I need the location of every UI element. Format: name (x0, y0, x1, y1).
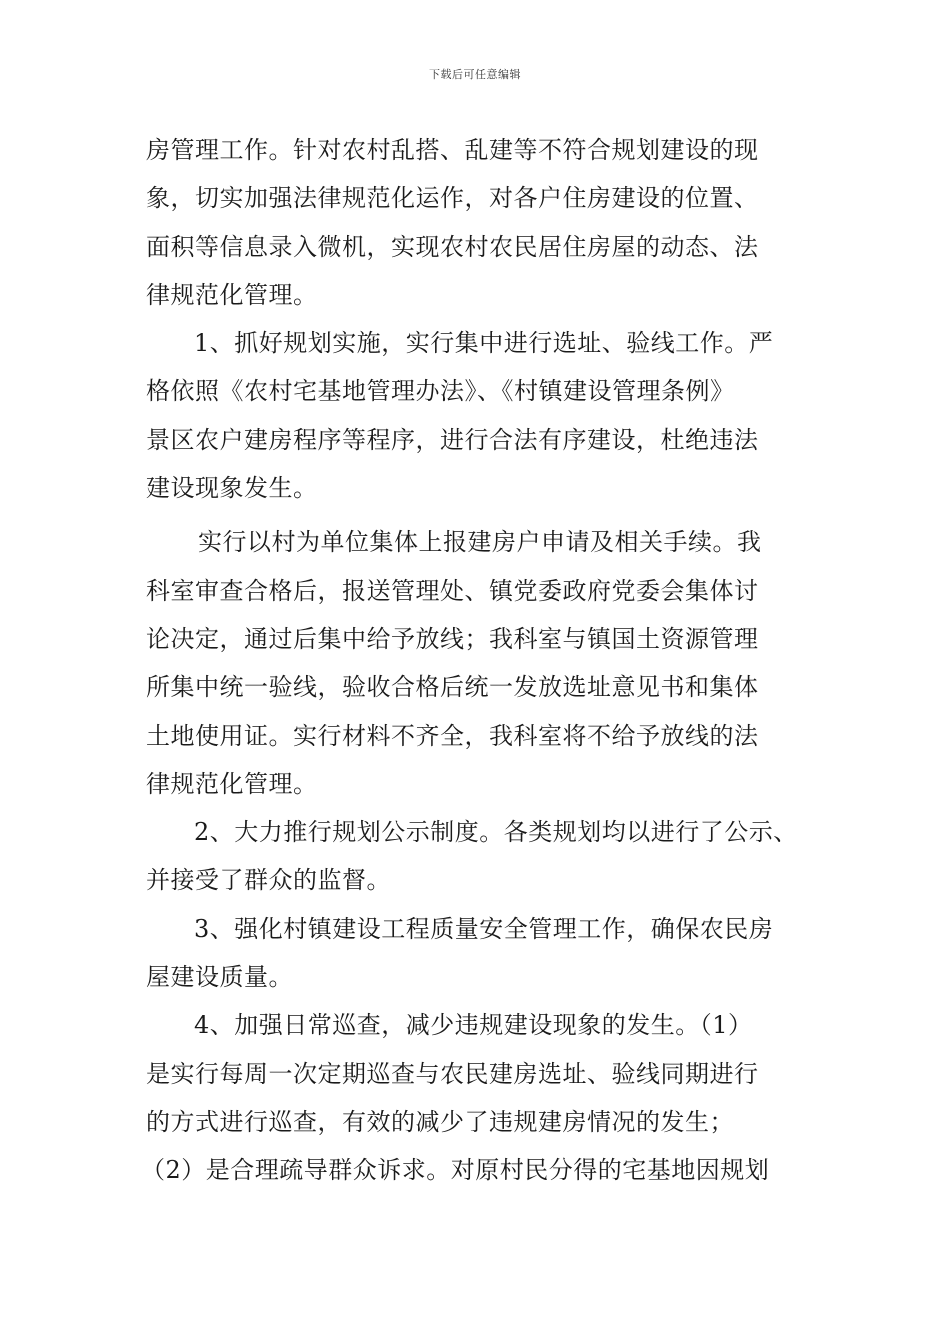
text-line: 建设现象发生。 (146, 474, 318, 503)
text-line: 格依照《农村宅基地管理办法》、《村镇建设管理条例》 (146, 377, 735, 406)
text-line: 屋建设质量。 (146, 963, 293, 992)
text-line: 房管理工作。针对农村乱搭、乱建等不符合规划建设的现 (146, 136, 759, 164)
text-line: 景区农户建房程序等程序，进行合法有序建设，杜绝违法 (146, 425, 759, 454)
text-line: 4、加强日常巡查，减少违规建设现象的发生。（1） (194, 1011, 753, 1040)
text-line: 象，切实加强法律规范化运作，对各户住房建设的位置、 (146, 184, 759, 213)
text-line: 1、抓好规划实施，实行集中进行选址、验线工作。严 (194, 329, 774, 358)
text-line: 土地使用证。实行材料不齐全，我科室将不给予放线的法 (146, 721, 759, 750)
text-line: 律规范化管理。 (146, 280, 318, 309)
text-line: 实行以村为单位集体上报建房户申请及相关手续。我 (198, 528, 762, 557)
text-line: 所集中统一验线，验收合格后统一发放选址意见书和集体 (146, 673, 759, 702)
document-body (141, 126, 816, 1195)
text-line: 并接受了群众的监督。 (146, 866, 391, 895)
text-line: 面积等信息录入微机，实现农村农民居住房屋的动态、法 (146, 232, 759, 261)
page-header: 下载后可任意编辑 (429, 68, 521, 81)
text-line: 是实行每周一次定期巡查与农民建房选址、验线同期进行 (146, 1059, 759, 1088)
text-line: 科室审查合格后，报送管理处、镇党委政府党委会集体讨 (146, 576, 759, 605)
text-line: （2）是合理疏导群众诉求。对原村民分得的宅基地因规划 (141, 1156, 770, 1185)
text-line: 的方式进行巡查，有效的减少了违规建房情况的发生； (146, 1107, 734, 1136)
text-line: 2、大力推行规划公示制度。各类规划均以进行了公示、 (194, 818, 798, 847)
text-line: 论决定，通过后集中给予放线；我科室与镇国土资源管理 (146, 624, 759, 653)
text-line: 3、强化村镇建设工程质量安全管理工作，确保农民房 (194, 914, 774, 943)
text-line: 律规范化管理。 (146, 769, 318, 798)
